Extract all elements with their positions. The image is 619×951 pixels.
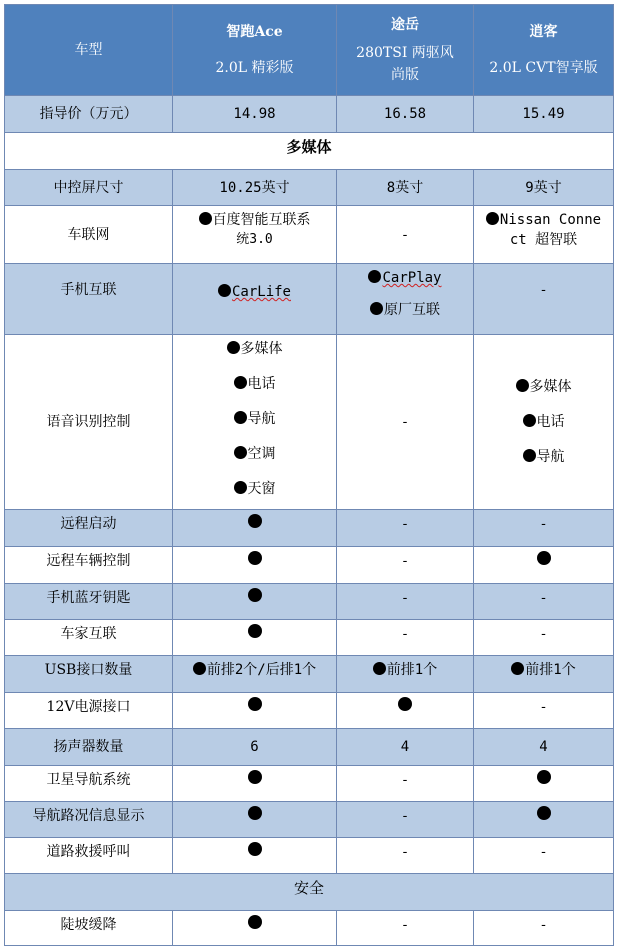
cell-value: 前排1个 [474, 656, 614, 693]
filled-dot-icon [227, 341, 240, 354]
row-label: 道路救援呼叫 [5, 838, 173, 874]
cell-value [173, 620, 337, 656]
row-connectivity [5, 206, 614, 264]
filled-dot-icon [248, 770, 262, 784]
section-safety [5, 874, 614, 911]
filled-dot-icon [248, 915, 262, 929]
row-hill-descent [5, 911, 614, 946]
cell-value: - [474, 838, 614, 874]
cell-value: 10.25英寸 [173, 170, 337, 206]
row-satellite-nav [5, 766, 614, 802]
filled-dot-icon [523, 414, 536, 427]
cell-value: - [337, 584, 474, 620]
section-multimedia [5, 133, 614, 170]
cell-value: - [474, 693, 614, 729]
row-label: 语音识别控制 [5, 335, 173, 510]
cell-value: - [474, 911, 614, 946]
cell-value [474, 547, 614, 584]
row-label: 指导价（万元） [5, 96, 173, 133]
section-title: 多媒体 [5, 133, 614, 170]
cell-value: 6 [173, 729, 337, 766]
cell-value: 多媒体 电话 导航 空调 天窗 [173, 335, 337, 510]
cell-value: 15.49 [474, 96, 614, 133]
cell-value [173, 693, 337, 729]
cell-value: 9英寸 [474, 170, 614, 206]
filled-dot-icon [248, 551, 262, 565]
cell-value [173, 766, 337, 802]
header-car1: 智跑Ace 2.0L 精彩版 [173, 5, 337, 96]
row-road-rescue [5, 838, 614, 874]
header-car2: 途岳 280TSI 两驱风 尚版 [337, 5, 474, 96]
row-label: 手机互联 [5, 264, 173, 335]
row-label: 远程启动 [5, 510, 173, 547]
cell-value: - [337, 510, 474, 547]
cell-value: Nissan Conne ct 超智联 [474, 206, 614, 264]
filled-dot-icon [537, 551, 551, 565]
filled-dot-icon [368, 270, 381, 283]
row-label: 远程车辆控制 [5, 547, 173, 584]
filled-dot-icon [234, 481, 247, 494]
cell-value [173, 802, 337, 838]
row-remote-vehicle-control [5, 547, 614, 584]
cell-value [337, 693, 474, 729]
header-car3: 逍客 2.0L CVT智享版 [474, 5, 614, 96]
cell-value: 16.58 [337, 96, 474, 133]
row-speakers [5, 729, 614, 766]
cell-value: 前排1个 [337, 656, 474, 693]
row-label: 车家互联 [5, 620, 173, 656]
spec-table [4, 4, 614, 946]
cell-value: 百度智能互联系 统3.0 [173, 206, 337, 264]
filled-dot-icon [199, 212, 212, 225]
filled-dot-icon [248, 697, 262, 711]
cell-value: 4 [337, 729, 474, 766]
filled-dot-icon [234, 446, 247, 459]
filled-dot-icon [373, 662, 386, 675]
row-screen-size [5, 170, 614, 206]
row-label: 车联网 [5, 206, 173, 264]
cell-value: 14.98 [173, 96, 337, 133]
filled-dot-icon [234, 411, 247, 424]
cell-value [173, 911, 337, 946]
row-label: 陡坡缓降 [5, 911, 173, 946]
cell-value: - [474, 264, 614, 335]
row-label: 12V电源接口 [5, 693, 173, 729]
cell-value: - [337, 620, 474, 656]
row-label: USB接口数量 [5, 656, 173, 693]
filled-dot-icon [193, 662, 206, 675]
cell-value [173, 547, 337, 584]
cell-value: 前排2个/后排1个 [173, 656, 337, 693]
cell-value: - [474, 620, 614, 656]
cell-value: - [474, 584, 614, 620]
row-price [5, 96, 614, 133]
row-label: 中控屏尺寸 [5, 170, 173, 206]
filled-dot-icon [398, 697, 412, 711]
filled-dot-icon [248, 806, 262, 820]
cell-value: - [337, 547, 474, 584]
header-row [5, 5, 614, 96]
row-bluetooth-key [5, 584, 614, 620]
cell-value [173, 510, 337, 547]
row-remote-start [5, 510, 614, 547]
row-label: 手机蓝牙钥匙 [5, 584, 173, 620]
filled-dot-icon [537, 770, 551, 784]
cell-value: CarPlay 原厂互联 [337, 264, 474, 335]
cell-value: - [337, 766, 474, 802]
filled-dot-icon [523, 449, 536, 462]
row-label: 导航路况信息显示 [5, 802, 173, 838]
row-traffic-info [5, 802, 614, 838]
cell-value [474, 766, 614, 802]
filled-dot-icon [537, 806, 551, 820]
filled-dot-icon [516, 379, 529, 392]
filled-dot-icon [248, 842, 262, 856]
header-model-label: 车型 [5, 5, 173, 96]
filled-dot-icon [248, 588, 262, 602]
filled-dot-icon [248, 514, 262, 528]
cell-value: CarLife [173, 264, 337, 335]
cell-value: 多媒体 电话 导航 [474, 335, 614, 510]
row-voice-control [5, 335, 614, 510]
row-car-home-link [5, 620, 614, 656]
cell-value: - [337, 911, 474, 946]
filled-dot-icon [218, 284, 231, 297]
cell-value: 8英寸 [337, 170, 474, 206]
cell-value: - [337, 206, 474, 264]
cell-value: - [337, 838, 474, 874]
cell-value [474, 802, 614, 838]
row-12v-power [5, 693, 614, 729]
filled-dot-icon [511, 662, 524, 675]
filled-dot-icon [486, 212, 499, 225]
row-label: 卫星导航系统 [5, 766, 173, 802]
row-label: 扬声器数量 [5, 729, 173, 766]
filled-dot-icon [234, 376, 247, 389]
filled-dot-icon [248, 624, 262, 638]
filled-dot-icon [370, 302, 383, 315]
cell-value [173, 584, 337, 620]
cell-value [173, 838, 337, 874]
cell-value: - [474, 510, 614, 547]
cell-value: - [337, 802, 474, 838]
row-phone-link [5, 264, 614, 335]
cell-value: 4 [474, 729, 614, 766]
row-usb-ports [5, 656, 614, 693]
section-title: 安全 [5, 874, 614, 911]
cell-value: - [337, 335, 474, 510]
